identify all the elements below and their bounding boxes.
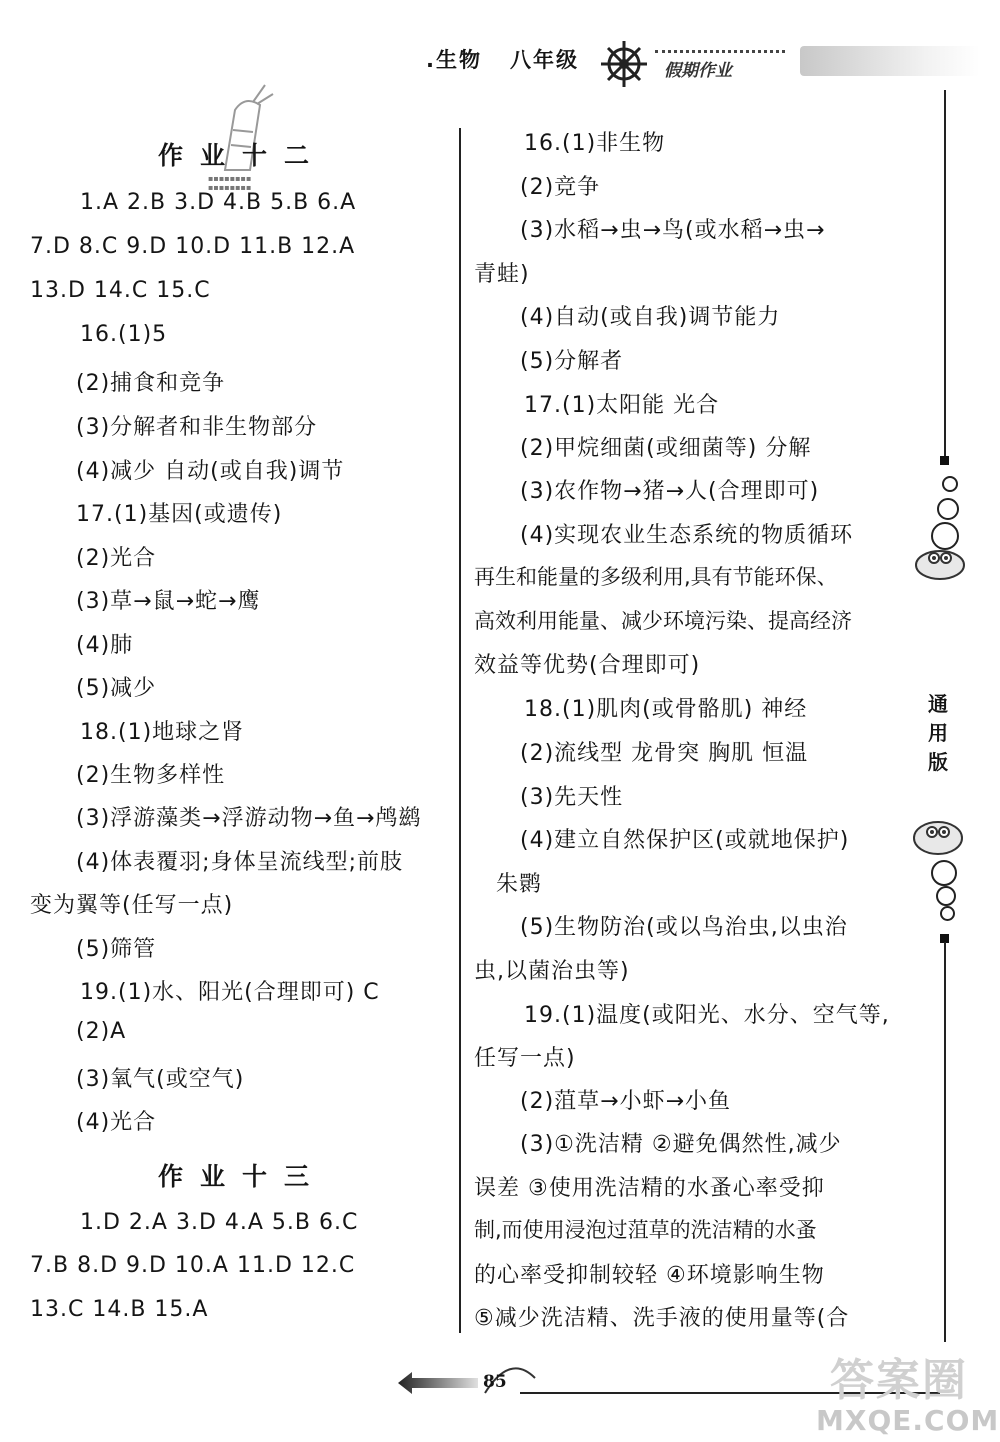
answer-line: (5)分解者 [520,349,624,374]
answer-line: 7.B 8.D 9.D 10.A 11.D 12.C [30,1253,356,1278]
answer-line: (4)肺 [76,633,134,658]
edition-label: 通用版 [928,692,948,774]
side-circle [936,886,956,906]
answer-line: (4)体表覆羽;身体呈流线型;前肢 [76,850,403,875]
answer-line: (2)光合 [76,546,157,571]
answer-line: (5)减少 [76,676,157,701]
header-grade: 八年级 [510,48,579,72]
side-rail-bottom [944,942,946,1342]
answer-line: 13.C 14.B 15.A [30,1297,209,1322]
answer-line: (3)浮游藻类→浮游动物→鱼→鸬鹚 [76,806,422,831]
answer-line: 制,而使用浸泡过菹草的洗洁精的水蚤 [474,1218,817,1242]
answer-line: 变为翼等(任写一点) [30,893,234,918]
answer-line: 任写一点) [474,1046,576,1071]
answer-line: 效益等优势(合理即可) [474,653,701,678]
answer-line: 误差 ③使用洗洁精的水蚤心率受抑 [474,1176,825,1201]
answer-line: (4)自动(或自我)调节能力 [520,305,781,330]
side-circle [937,498,959,520]
answer-line: (4)减少 自动(或自我)调节 [76,459,345,484]
answer-line: 19.(1)温度(或阳光、水分、空气等, [524,1003,890,1028]
header-subject: .生物 [426,48,482,72]
answer-line: 19.(1)水、阳光(合理即可) C [80,980,380,1005]
answer-line: (2)A [76,1019,127,1044]
answer-line: (3)水稻→虫→鸟(或水稻→虫→ [520,218,826,243]
side-square-top [940,456,949,465]
watermark-logo: 答案圈 [830,1355,968,1406]
ship-wheel-icon [598,38,650,90]
answer-line: 17.(1)太阳能 光合 [524,393,720,418]
answer-line: (3)农作物→猪→人(合理即可) [520,479,820,504]
answer-line: (4)建立自然保护区(或就地保护) [520,828,850,853]
answer-line: (2)甲烷细菌(或细菌等) 分解 [520,436,812,461]
answer-line: (3)氧气(或空气) [76,1067,245,1092]
page-number: 85 [483,1372,507,1392]
answer-line: (4)实现农业生态系统的物质循环 [520,523,854,548]
answer-line: 1.A 2.B 3.D 4.B 5.B 6.A [80,190,357,215]
answer-line: 虫,以菌治虫等) [474,959,630,984]
header-dotted-line [655,50,785,53]
section-heading: 作业十三 [158,1162,327,1191]
answer-line: 7.D 8.C 9.D 10.D 11.B 12.A [30,234,356,259]
answer-line: 1.D 2.A 3.D 4.A 5.B 6.C [80,1210,359,1235]
answer-line: (3)分解者和非生物部分 [76,415,318,440]
answer-line: ⑤减少洗洁精、洗手液的使用量等(合 [474,1306,850,1331]
answer-line: (3)先天性 [520,785,624,810]
page-header [420,38,980,98]
answer-line: 18.(1)肌肉(或骨骼肌) 神经 [524,697,808,722]
side-circle [942,476,958,492]
answer-line: (2)竞争 [520,175,601,200]
watermark-url: MXQE.COM [816,1404,1000,1437]
answer-line: 13.D 14.C 15.C [30,278,211,303]
answer-line: (2)生物多样性 [76,763,226,788]
header-gradient-bar [800,46,980,76]
answer-line: 青蛙) [474,262,530,287]
answer-line: (2)捕食和竞争 [76,371,226,396]
answer-line: (3)①洗洁精 ②避免偶然性,减少 [520,1132,842,1157]
answer-line: (4)光合 [76,1110,157,1135]
decorative-fine-print: ▪▪▪▪▪▪▪▪ ▪▪▪▪▪▪▪▪ [208,174,252,192]
answer-line: (5)生物防治(或以鸟治虫,以虫治 [520,915,848,940]
section-heading: 作业十二 [158,141,327,170]
answer-line: 的心率受抑制较轻 ④环境影响生物 [474,1263,825,1288]
answer-line: (3)草→鼠→蛇→鹰 [76,589,261,614]
side-circle [931,860,957,886]
answer-line: 16.(1)5 [80,322,168,347]
column-divider [459,128,461,1333]
answer-line: (5)筛管 [76,937,157,962]
answer-line: 高效利用能量、减少环境污染、提高经济 [474,609,852,633]
mascot-icon [908,812,968,862]
answer-line: 再生和能量的多级利用,具有节能环保、 [474,565,838,589]
answer-line: (2)菹草→小虾→小鱼 [520,1089,732,1114]
side-rail-top [944,90,946,460]
mascot-icon [910,540,970,585]
answer-line: 16.(1)非生物 [524,131,666,156]
arrow-left-icon [398,1368,478,1398]
header-brand: 假期作业 [664,61,732,81]
answer-line: (2)流线型 龙骨突 胸肌 恒温 [520,741,809,766]
answer-line: 朱鹮 [496,872,543,897]
answer-line: 18.(1)地球之肾 [80,720,245,745]
answer-line: 17.(1)基因(或遗传) [76,502,283,527]
side-circle [940,906,955,921]
